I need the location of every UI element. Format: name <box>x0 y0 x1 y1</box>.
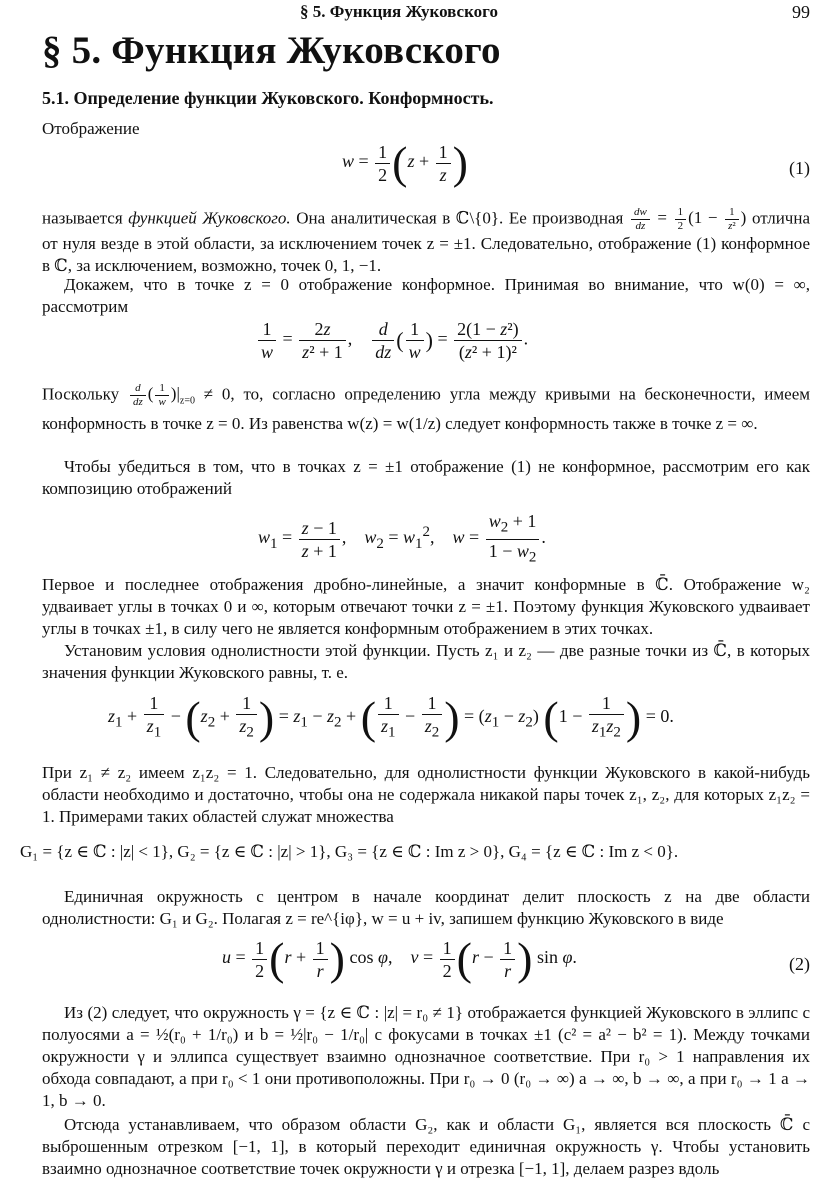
paragraph-1 <box>42 206 810 277</box>
paragraph-intro: Отображение <box>42 119 140 138</box>
section-title: § 5. Функция Жуковского <box>42 29 501 72</box>
p3-text-a: Поскольку <box>42 384 120 404</box>
p3-text-b: ≠ 0, то, согласно определению угла между кривыми на бесконечности, имеем конформность в точке z = 0. Из равенства w(z) = w(1/z) следует конформность также в точке z = ∞. <box>42 384 811 433</box>
p1-text-a: называется <box>42 208 129 228</box>
p1-emphasis: функцией Жуковского. <box>128 208 291 228</box>
page-number: 99 <box>792 2 810 22</box>
paragraph-9: Из (2) следует, что окружность γ = {z ∈ ℂ : |z| = r₀ ≠ 1} отображается функцией Жуковского в эллипс с полуосями a = ½(r₀ + 1/r₀) и b = ½|r₀ − 1/r₀| с фокусами в точках ±1 (c² = a² − b² = 1). Между точками окружности γ и эллипса существует взаимно однозначное соответствие. При r₀ > 1 направления их обхода совпадают, а при r₀ < 1 они противоположны. При r₀ → 0 (r₀ → ∞) a → ∞, b → ∞, а при r₀ → 1 a → 1, b → 0. <box>42 1003 810 1110</box>
equation-inverse: $\frac{1}{w}$ = $\frac{2z}{\text{z² + 1}}$ , $\frac{d}{dz}$ ( $\frac{1}{w}$ ) = $\frac{\text{2(1 − z²)}}{\text{(z² + 1)²}}$ . <box>256 318 528 363</box>
running-header-title: § 5. Функция Жуковского <box>300 2 498 21</box>
derivative-at-zero: $\frac{d}{dz}$ ( $\frac{1}{w}$ )$|_{z=0}$ <box>128 384 195 403</box>
derivative-formula: $\frac{dw}{dz}$ = $\frac{1}{2}$ (1 − $\frac{1}{\text{z²}}$ ) <box>629 208 746 227</box>
paragraph-4: Чтобы убедиться в том, что в точках z = ±1 отображение (1) не конформное, рассмотрим его как композицию отображений <box>42 457 810 498</box>
subsection-title: 5.1. Определение функции Жуковского. Конформность. <box>42 88 494 108</box>
paragraph-5: Первое и последнее отображения дробно-линейные, а значит конформные в ℂ̄. Отображение w₂ удваивает углы в точках 0 и ∞, которым отвечают точки z = ±1. Поэтому функция Жуковского удваивает углы в точках ±1, в силу чего не является конформным отображением в этих точках. <box>42 575 810 638</box>
equation-sets: G₁ = {z ∈ ℂ : |z| < 1}, G₂ = {z ∈ ℂ : |z| > 1}, G₃ = {z ∈ ℂ : Im z > 0}, G₄ = {z ∈ ℂ : Im z < 0}. <box>20 842 679 861</box>
paragraph-10: Отсюда устанавливаем, что образом области G₂, как и области G₁, является вся плоскость ℂ̄ с выброшенным отрезком [−1, 1], в который переходит единичная окружность γ. Чтобы установить взаимно однозначное соответствие точек окружности γ и отрезка [−1, 1], делаем разрез вдоль <box>42 1115 810 1178</box>
paragraph-6: Установим условия однолистности этой функции. Пусть z₁ и z₂ — две разные точки из ℂ̄, в которых значения функции Жуковского равны, т. е. <box>42 641 810 682</box>
equation-1-label: (1) <box>789 158 810 178</box>
p1-text-c: отлична от нуля везде в этой области, за исключением точек z = ±1. Следовательно, отображение (1) конформное в ℂ, за исключением, возможно, точек 0, 1, −1. <box>42 208 810 275</box>
running-header <box>0 2 820 24</box>
equation-1: w = $\frac{1}{2}$ (z + $\frac{1}{z}$ ) <box>342 137 468 188</box>
equation-2-label: (2) <box>789 954 810 974</box>
equation-2: u = $\frac{1}{2}$ (r + $\frac{1}{r}$ ) cos φ, v = $\frac{1}{2}$ (r − $\frac{1}{r}$ ) sin φ. <box>222 933 577 984</box>
equation-composition: $w_1$ = $\frac{z - 1}{z + 1}$ , $w_2 = w_1^2$, w = $\frac{w_2 + 1}{1 - w_2}$ . <box>258 511 546 566</box>
paragraph-8: Единичная окружность с центром в начале координат делит плоскость z на две области однолистности: G₁ и G₂. Полагая z = re^{iφ}, w = u + iv, запишем функцию Жуковского в виде <box>42 887 810 928</box>
paragraph-2: Докажем, что в точке z = 0 отображение конформное. Принимая во внимание, что w(0) = ∞, рассмотрим <box>42 275 810 316</box>
equation-equality: $z_1$ + $\frac{1}{z_1}$ − ($z_2$ + $\frac{1}{z_2}$ ) = $z_1 - z_2$ + ( $\frac{1}{z_1}$ − $\frac{1}{z_2}$ ) = $(z_1 - z_2) (1$ − $\frac{1}{z_1z_2}$ ) = 0. <box>108 691 674 743</box>
paragraph-7: При z₁ ≠ z₂ имеем z₁z₂ = 1. Следовательно, для однолистности функции Жуковского в какой-нибудь области необходимо и достаточно, чтобы она не содержала никакой пары точек z₁, z₂, для которых z₁z₂ = 1. Примерами таких областей служат множества <box>42 763 810 826</box>
paragraph-3 <box>42 382 810 435</box>
p1-text-b: Она аналитическая в ℂ\{0}. Ее производная <box>290 208 624 228</box>
